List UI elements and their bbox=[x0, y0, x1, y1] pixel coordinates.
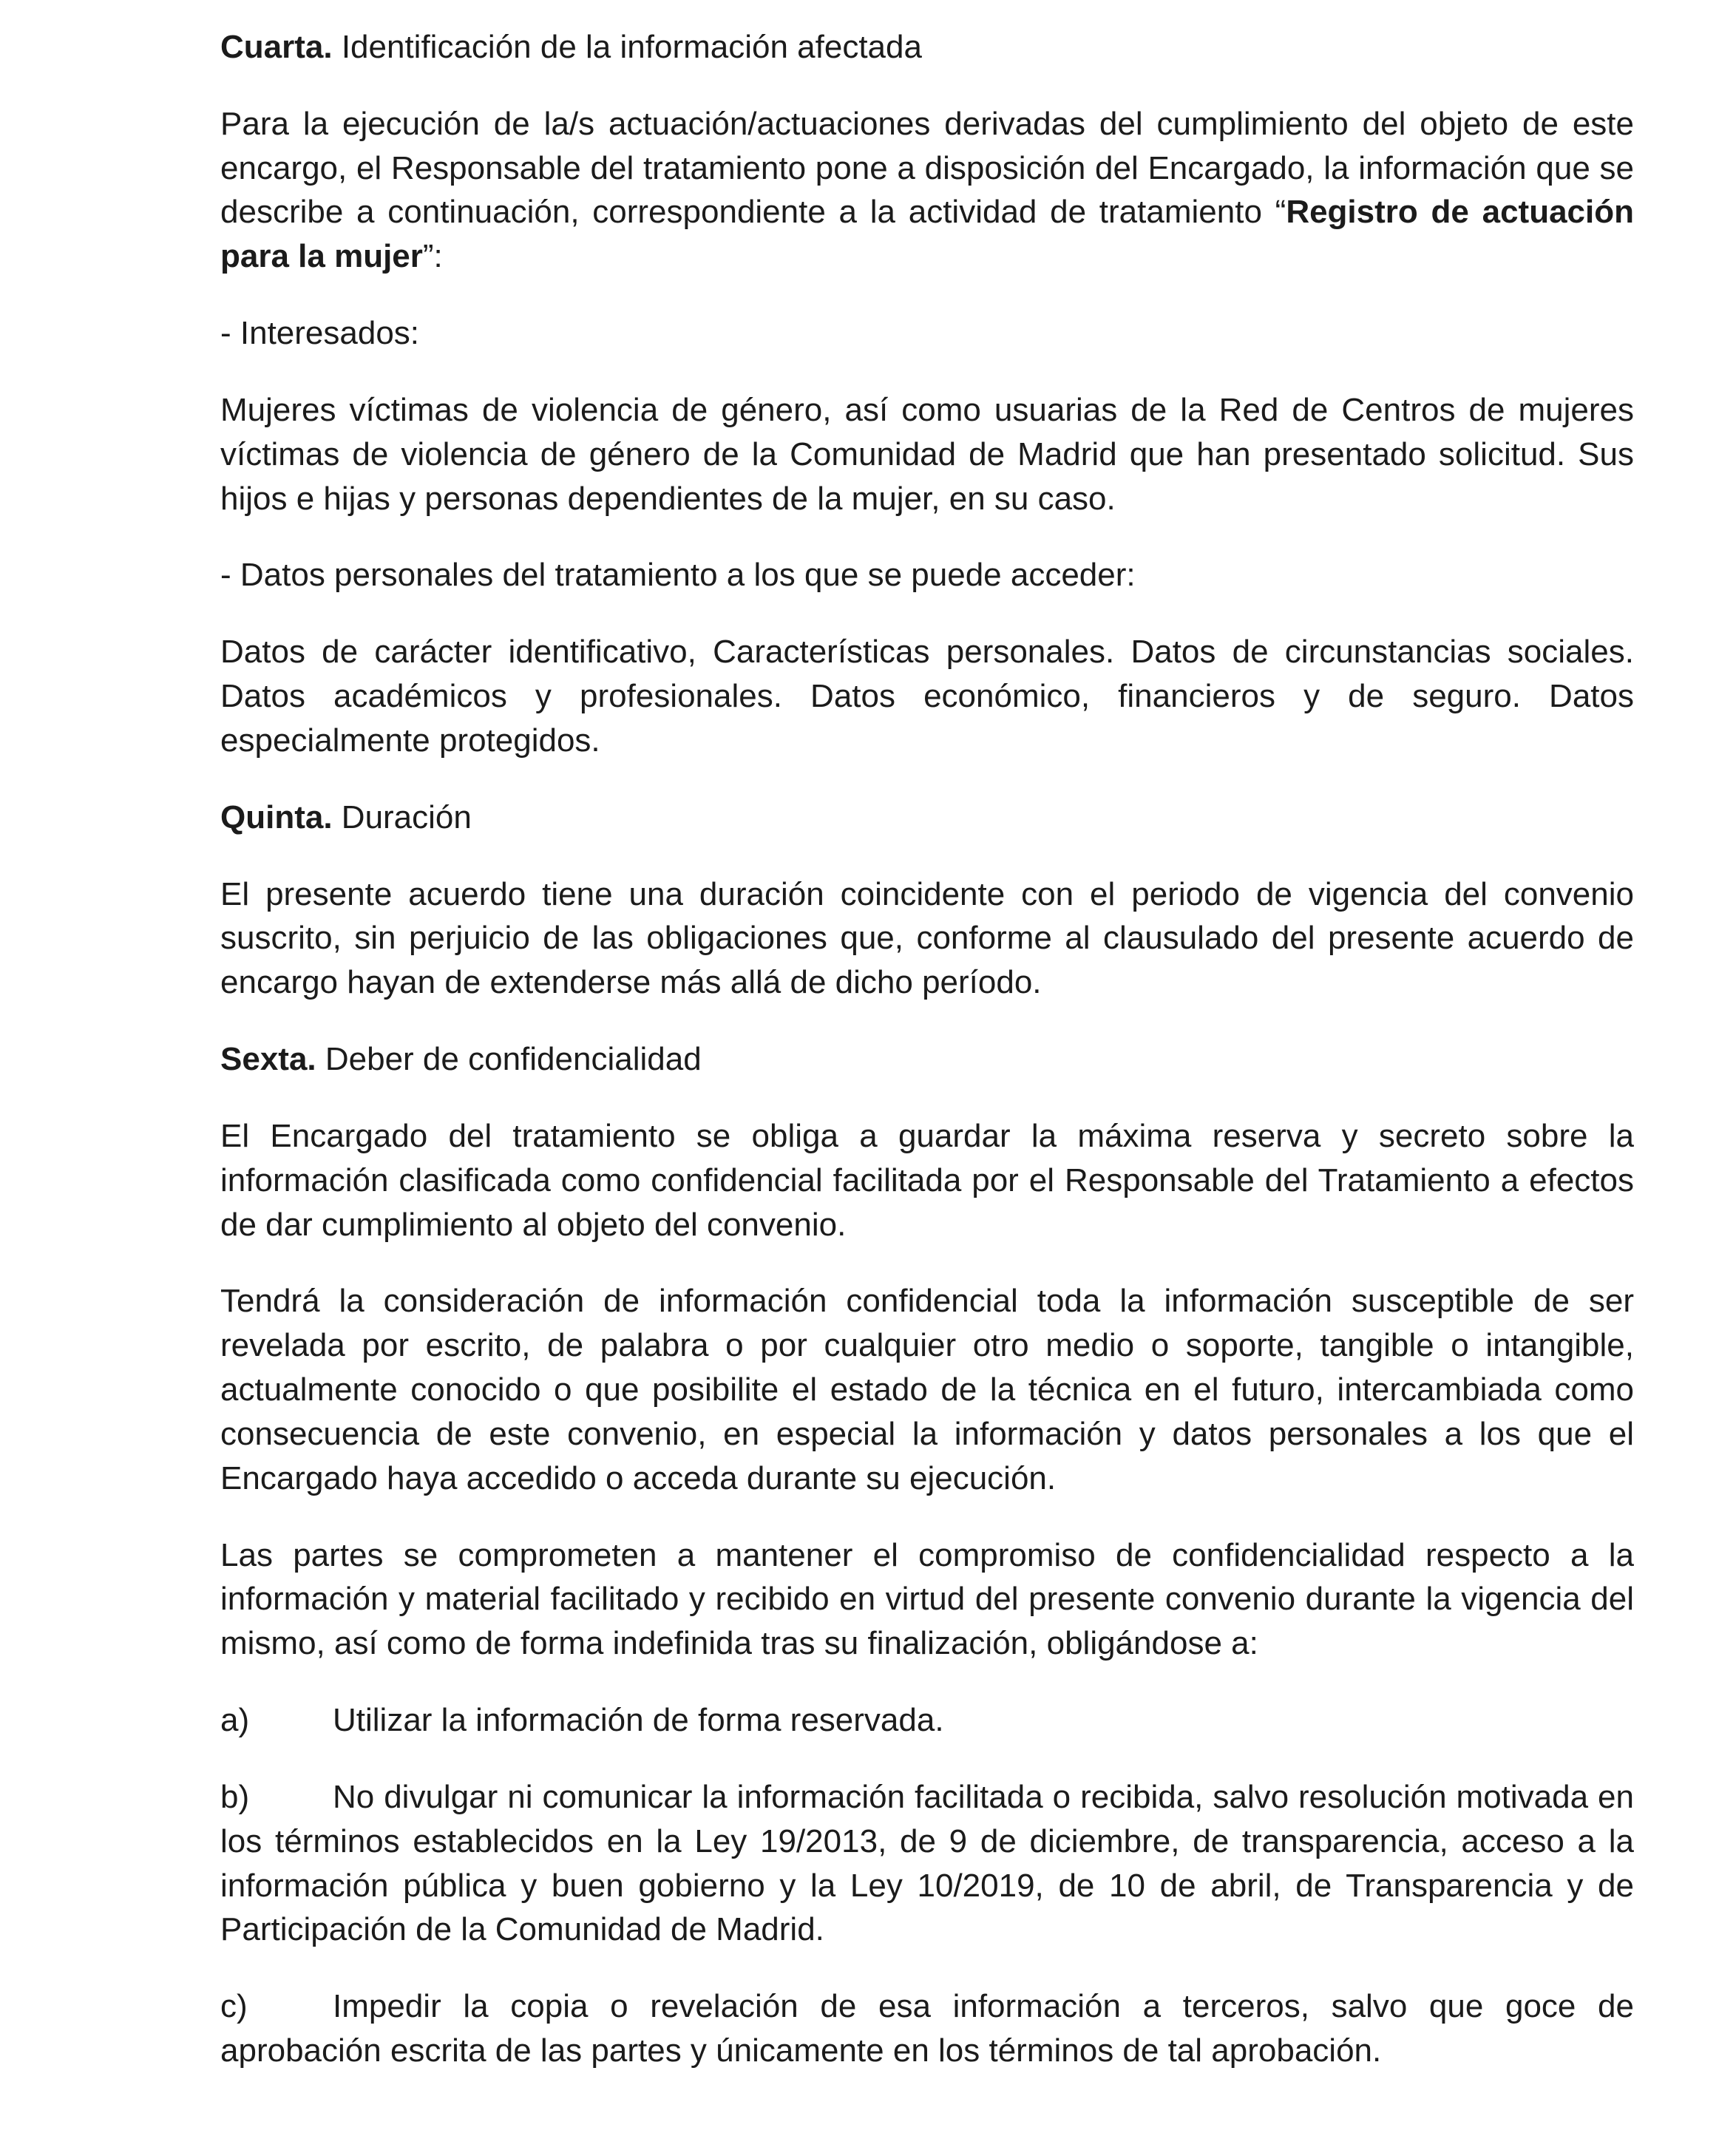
list-item-c bbox=[220, 1984, 1634, 2073]
section-6-paragraph-2: Tendrá la consideración de información confidencial toda la información susceptible de ser revelada por escrito, de palabra o por cualquier otro medio o soporte, tangible o intangible, actualmente conocido o que posibilite el estado de la técnica en el futuro, intercambiada como consecuencia de este convenio, en especial la información y datos personales a los que el Encargado haya accedido o acceda durante su ejecución. bbox=[220, 1283, 1634, 1496]
list-item-a-text: Utilizar la información de forma reservada. bbox=[333, 1702, 944, 1739]
section-4-paragraph-2: Mujeres víctimas de violencia de género, así como usuarias de la Red de Centros de mujeres víctimas de violencia de género de la Comunidad de Madrid que han presentado solicitud. Sus hijos e hijas y personas dependientes de la mujer, en su caso. bbox=[220, 391, 1634, 517]
list-item-b-text: No divulgar ni comunicar la información facilitada o recibida, salvo resolución motivada en los términos establecidos en la Ley 19/2013, de 9 de diciembre, de transparencia, acceso a la información pública y buen gobierno y la Ley 10/2019, de 10 de abril, de Transparencia y de Participación de la Comunidad de Madrid. bbox=[220, 1778, 1634, 1948]
section-6-heading bbox=[220, 1037, 1634, 1082]
list-item-c-label: c) bbox=[220, 1988, 248, 2025]
section-4-heading bbox=[220, 25, 1634, 69]
section-4-paragraph-1-closing: ”: bbox=[422, 238, 443, 275]
list-item-a bbox=[220, 1698, 1634, 1743]
list-item-b-label: b) bbox=[220, 1778, 250, 1815]
section-4-paragraph-3: Datos de carácter identificativo, Características personales. Datos de circunstancias sociales. Datos académicos y profesionales. Datos económico, financieros y de seguro. Datos especialmente protegidos. bbox=[220, 634, 1634, 759]
section-6-paragraph-1: El Encargado del tratamiento se obliga a guardar la máxima reserva y secreto sobre la información clasificada como confidencial facilitada por el Responsable del Tratamiento a efectos de dar cumplimiento al objeto del convenio. bbox=[220, 1117, 1634, 1243]
section-6-heading-number: Sexta. bbox=[220, 1041, 316, 1078]
section-6-heading-title: Deber de confidencialidad bbox=[316, 1041, 702, 1078]
section-6-paragraph-3: Las partes se comprometen a mantener el compromiso de confidencialidad respecto a la información y material facilitado y recibido en virtud del presente convenio durante la vigencia del mismo, así como de forma indefinida tras su finalización, obligándose a: bbox=[220, 1536, 1634, 1662]
section-5-paragraph-1: El presente acuerdo tiene una duración coincidente con el periodo de vigencia del convenio suscrito, sin perjuicio de las obligaciones que, conforme al clausulado del presente acuerdo de encargo hayan de extenderse más allá de dicho período. bbox=[220, 875, 1634, 1001]
list-item-c-text: Impedir la copia o revelación de esa información a terceros, salvo que goce de aprobación escrita de las partes y únicamente en los términos de tal aprobación. bbox=[220, 1988, 1634, 2069]
section-4-paragraph-1-text: Para la ejecución de la/s actuación/actuaciones derivadas del cumplimiento del objeto de este encargo, el Responsable del tratamiento pone a disposición del Encargado, la información que se describe a continuación, correspondiente a la actividad de tratamiento “ bbox=[220, 105, 1634, 231]
list-item-a-label: a) bbox=[220, 1702, 250, 1739]
list-item-b bbox=[220, 1775, 1634, 1952]
section-5-heading-title: Duración bbox=[332, 798, 472, 835]
section-4-heading-number: Cuarta. bbox=[220, 29, 333, 65]
section-5-heading-number: Quinta. bbox=[220, 798, 333, 835]
section-4-dash-item-2: - Datos personales del tratamiento a los que se puede acceder: bbox=[220, 557, 1136, 594]
section-4-dash-item-1: - Interesados: bbox=[220, 315, 420, 352]
section-4-heading-title: Identificación de la información afectada bbox=[332, 29, 922, 65]
section-5-heading bbox=[220, 796, 1634, 840]
section-4-paragraph-1 bbox=[220, 102, 1634, 279]
section-4-paragraph-1-bold-phrase: Registro de actuación para la mujer bbox=[220, 194, 1634, 275]
